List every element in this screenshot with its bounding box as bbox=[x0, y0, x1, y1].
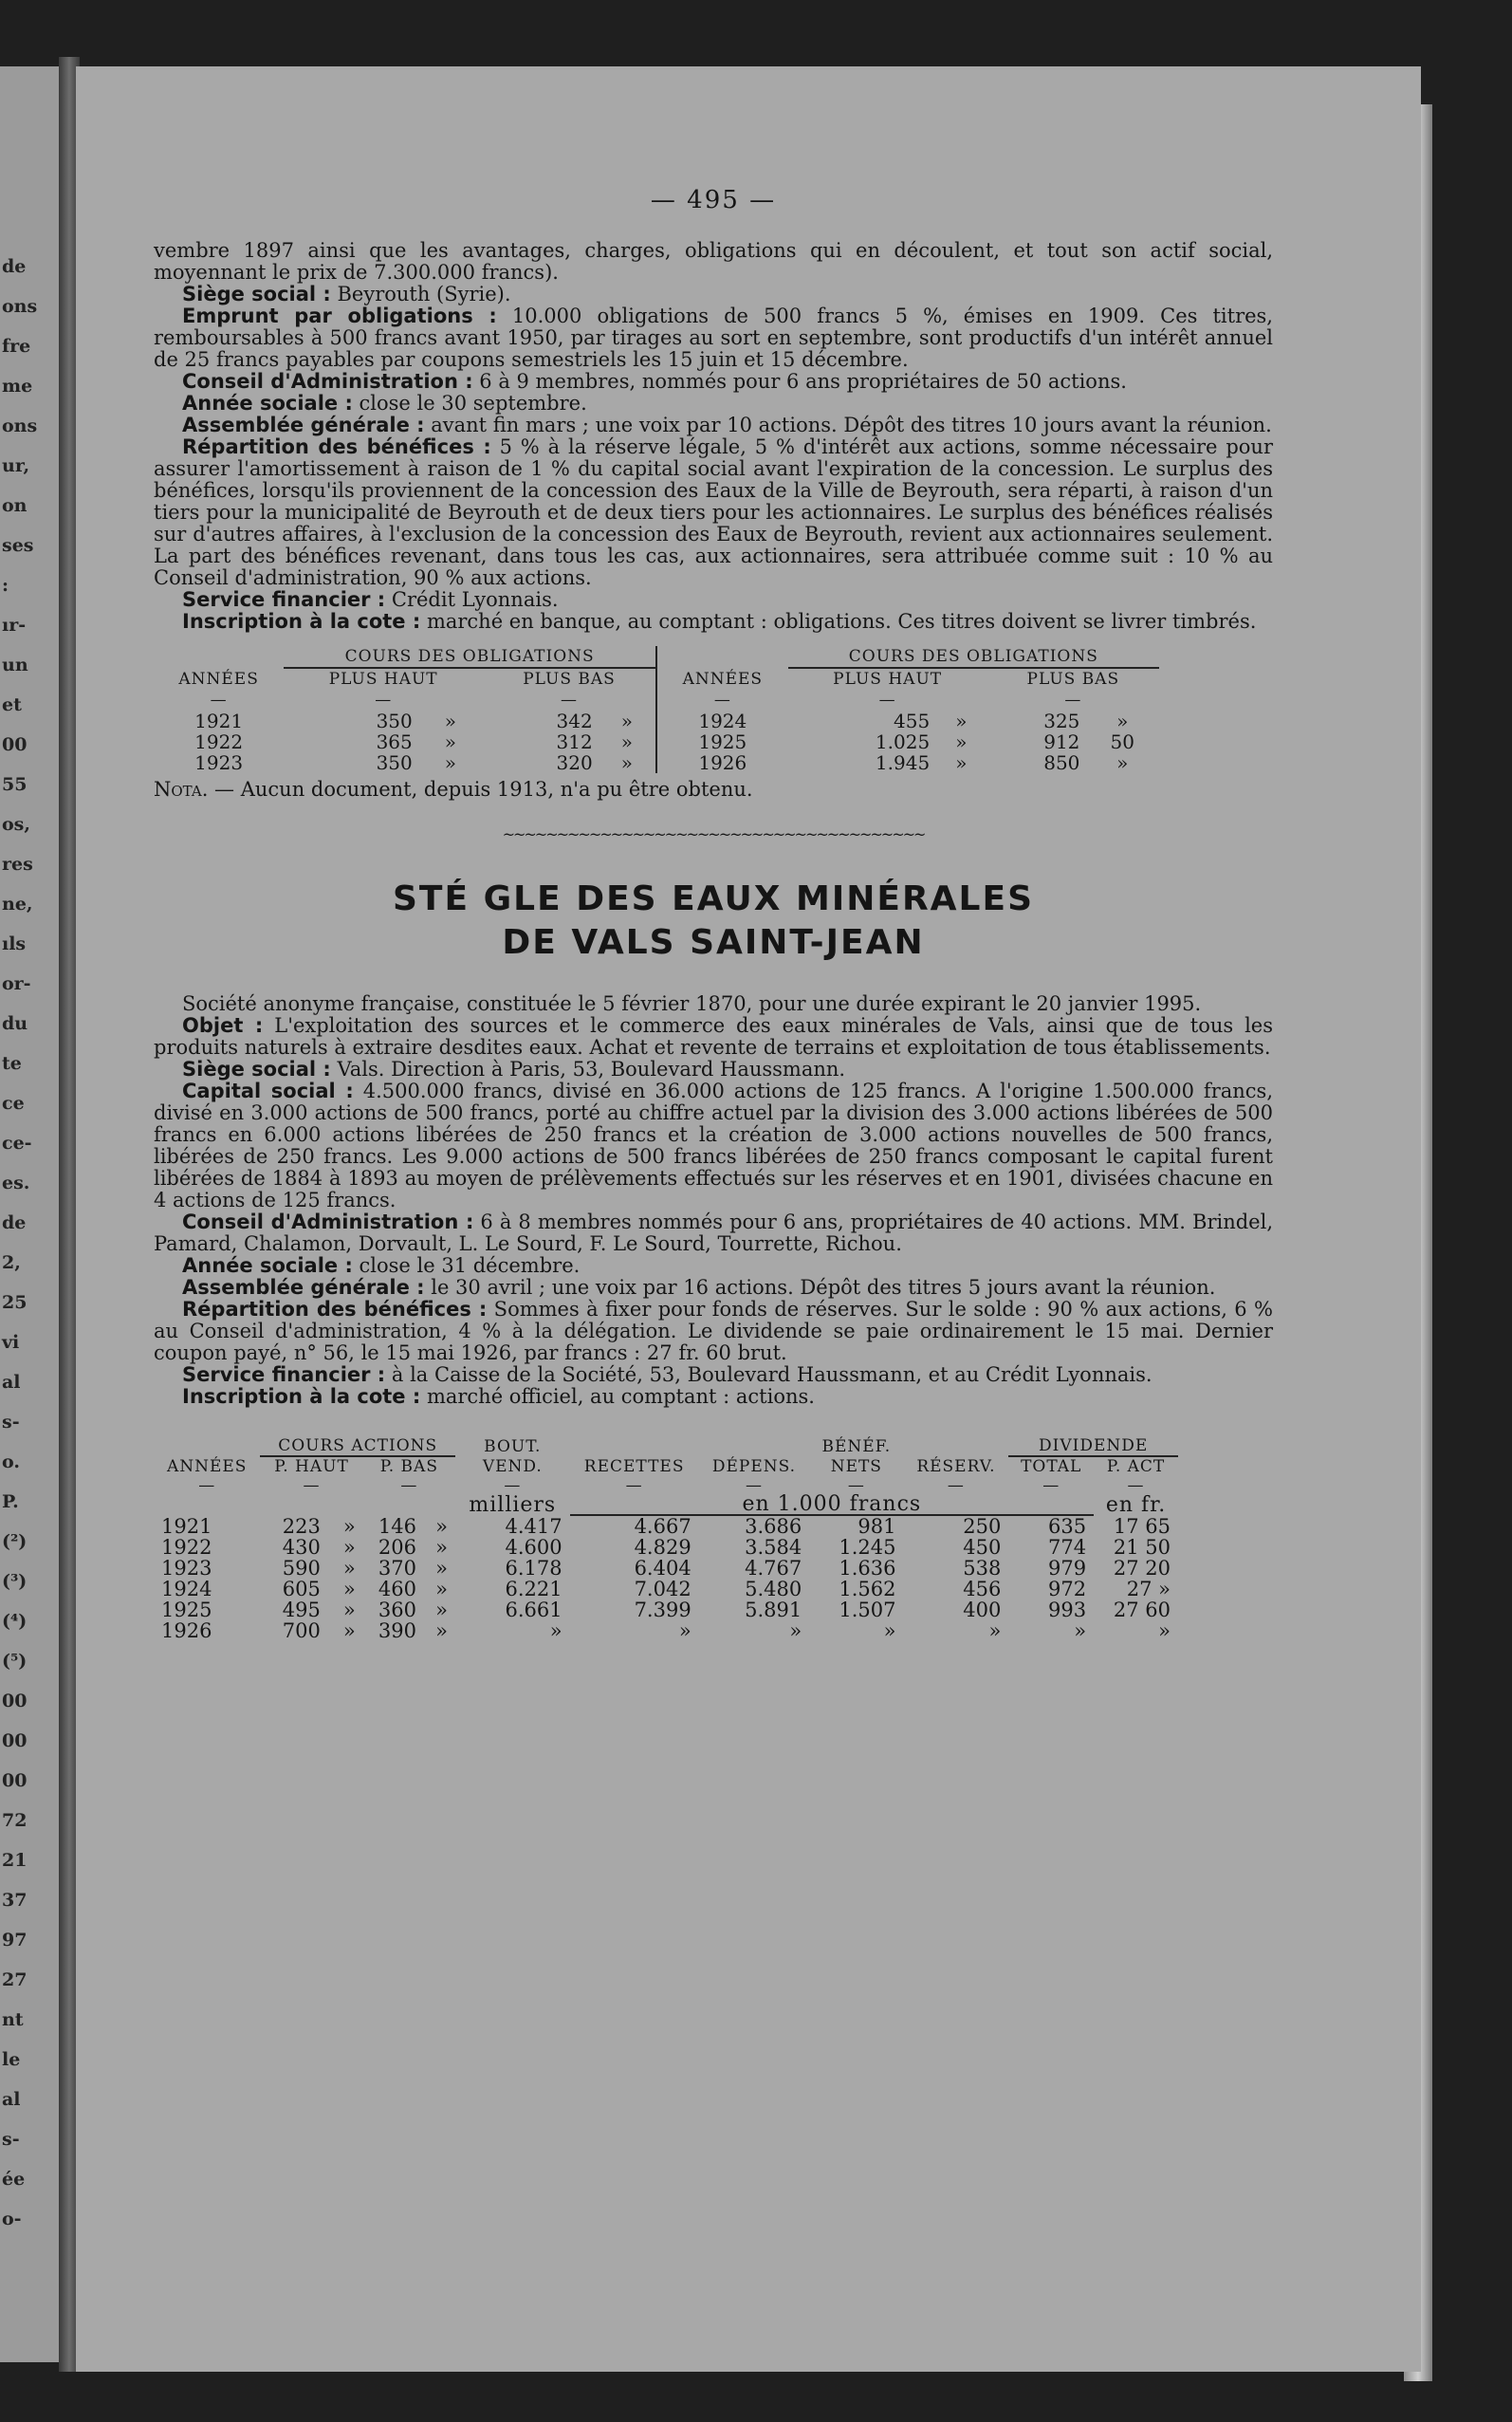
siege-paragraph bbox=[154, 284, 1273, 305]
table-row bbox=[154, 1599, 1178, 1620]
table-cell: » bbox=[444, 751, 457, 774]
prev-page-fragment: et bbox=[2, 694, 22, 715]
table-cell: 7.399 bbox=[634, 1599, 691, 1621]
repartition-label: Répartition des bénéfices : bbox=[182, 435, 491, 458]
prev-page-fragment: (³) bbox=[2, 1571, 28, 1592]
prev-page-fragment: 27 bbox=[2, 1969, 28, 1990]
page-content bbox=[154, 186, 1274, 1642]
col-annees: ANNÉES bbox=[178, 669, 259, 689]
conseil-text: 6 à 9 membres, nommés pour 6 ans propriétaires de 50 actions. bbox=[472, 370, 1127, 393]
dash: — bbox=[400, 1476, 418, 1495]
dash: — bbox=[561, 691, 579, 710]
prev-page-fragment: me bbox=[2, 376, 33, 397]
table-cell: 993 bbox=[1048, 1599, 1087, 1621]
nets-header: NETS bbox=[830, 1456, 882, 1476]
table-cell: 17 65 bbox=[1113, 1514, 1171, 1538]
assemblee-text: avant fin mars ; une voix par 10 actions. Dépôt des titres 10 jours avant la réunion. bbox=[424, 414, 1272, 436]
table-cell: » bbox=[435, 1536, 449, 1559]
table-cell: » bbox=[444, 730, 457, 753]
table-cell: 1923 bbox=[194, 751, 244, 774]
table-row bbox=[154, 1537, 1178, 1558]
prev-page-fragment: es. bbox=[2, 1173, 30, 1193]
prev-page-fragment: 00 bbox=[2, 1691, 28, 1711]
table-cell: 1925 bbox=[161, 1599, 212, 1621]
prev-page-fragment: de bbox=[2, 1212, 27, 1233]
table-cell: 206 bbox=[378, 1536, 416, 1559]
prev-page-fragment: 00 bbox=[2, 734, 28, 755]
col-plus-bas: PLUS BAS bbox=[523, 670, 616, 689]
prev-page-fragment: P. bbox=[2, 1491, 19, 1512]
table-cell: 605 bbox=[282, 1578, 321, 1600]
prev-page-fragment: ur, bbox=[2, 455, 30, 476]
prev-page-fragment: fre bbox=[2, 336, 31, 357]
objet-label: Objet : bbox=[182, 1014, 264, 1037]
table-cell: 4.767 bbox=[745, 1557, 802, 1580]
co-assemblee-paragraph bbox=[154, 1277, 1273, 1299]
table-cell: 3.584 bbox=[745, 1536, 802, 1559]
prev-page-fragment: ses bbox=[2, 535, 34, 556]
dividende-header: DIVIDENDE bbox=[1008, 1436, 1178, 1456]
prev-page-fragment: 97 bbox=[2, 1930, 28, 1951]
table-cell: » bbox=[444, 710, 457, 732]
obligations-group-header: COURS DES OBLIGATIONS bbox=[284, 646, 656, 668]
prev-page-fragment: 55 bbox=[2, 774, 28, 795]
service-text: Crédit Lyonnais. bbox=[385, 588, 559, 611]
co-inscription-text: marché officiel, au comptant : actions. bbox=[420, 1385, 815, 1408]
table-cell: 981 bbox=[857, 1515, 896, 1538]
annee-text: close le 30 septembre. bbox=[352, 392, 587, 415]
p-act-header: P. ACT bbox=[1106, 1457, 1166, 1476]
co-assemblee-text: le 30 avril ; une voix par 16 actions. Dépôt des titres 5 jours avant la réunion. bbox=[424, 1276, 1216, 1299]
prev-page-fragment: ons bbox=[2, 296, 38, 317]
emprunt-text: 10.000 obligations de 500 francs 5 %, émises en 1909. Ces titres, remboursables à 500 francs avant 1950, par tirages au sort en septembre, sont productifs d'un intérêt annuel de 25 francs payables par coupons semestriels les 15 juin et 15 décembre. bbox=[154, 305, 1273, 371]
co-inscription-paragraph bbox=[154, 1386, 1273, 1408]
table-cell: 912 bbox=[1043, 730, 1080, 753]
prev-page-fragment: os, bbox=[2, 814, 30, 835]
prev-page-fragment: du bbox=[2, 1013, 28, 1034]
table-cell: 972 bbox=[1048, 1578, 1087, 1600]
total-header: TOTAL bbox=[1021, 1457, 1082, 1476]
nota-label: Nota. bbox=[154, 778, 209, 801]
table-cell: 4.667 bbox=[634, 1515, 691, 1538]
emprunt-paragraph bbox=[154, 305, 1273, 371]
conseil-label: Conseil d'Administration : bbox=[182, 370, 473, 393]
prev-page-fragment: or- bbox=[2, 973, 31, 994]
prev-page-fragment: ır- bbox=[2, 615, 27, 636]
table-cell: » bbox=[435, 1578, 449, 1600]
co-conseil-text: 6 à 8 membres nommés pour 6 ans, propriétaires de 40 actions. MM. Brindel, Pamard, Chalamon, Dorvault, L. Le Sourd, F. Le Sourd, Tourrette, Richou. bbox=[154, 1211, 1273, 1255]
table-cell: 6.178 bbox=[505, 1557, 562, 1580]
table-cell: 1.245 bbox=[839, 1536, 896, 1559]
table-cell: 1925 bbox=[656, 731, 788, 752]
table-cell: » bbox=[789, 1619, 802, 1642]
wavy-rule: ~~~~~~~~~~~~~~~~~~~~~~~~~~~~~~~~~~~~~~~ bbox=[502, 825, 925, 843]
dash: — bbox=[375, 691, 393, 710]
table-cell: 538 bbox=[963, 1557, 1002, 1580]
table-cell: » bbox=[342, 1536, 356, 1559]
table-cell: » bbox=[620, 730, 633, 753]
table-cell: 250 bbox=[963, 1515, 1002, 1538]
prev-page-fragment: s- bbox=[2, 1412, 20, 1433]
table-cell: 6.661 bbox=[505, 1599, 562, 1621]
table-cell: 1.636 bbox=[839, 1557, 896, 1580]
table-cell: 5.480 bbox=[745, 1578, 802, 1600]
objet-paragraph bbox=[154, 1015, 1273, 1059]
table-row bbox=[154, 1579, 1178, 1599]
table-cell: » bbox=[342, 1578, 356, 1600]
table-cell: 1923 bbox=[161, 1557, 212, 1580]
prev-page-fragment: 00 bbox=[2, 1770, 28, 1791]
prev-page-fragment: ıls bbox=[2, 934, 27, 954]
table-cell: 320 bbox=[556, 751, 593, 774]
table-cell: » bbox=[1074, 1619, 1087, 1642]
p-haut-header: P. HAUT bbox=[274, 1457, 349, 1476]
prev-page-fragment: : bbox=[2, 575, 9, 596]
col-plus-bas-right: PLUS BAS bbox=[1026, 670, 1120, 689]
co-siege-text: Vals. Direction à Paris, 53, Boulevard Haussmann. bbox=[330, 1058, 846, 1081]
table-cell: 590 bbox=[282, 1557, 321, 1580]
table-cell: 450 bbox=[963, 1536, 1002, 1559]
table-cell: 21 50 bbox=[1113, 1536, 1171, 1559]
co-annee-label: Année sociale : bbox=[182, 1254, 353, 1277]
table-cell: » bbox=[549, 1619, 562, 1642]
table-cell: 1926 bbox=[161, 1619, 212, 1642]
reserv-header: RÉSERV. bbox=[916, 1456, 996, 1476]
table-row bbox=[154, 1515, 1178, 1537]
dash: — bbox=[1064, 691, 1082, 710]
prev-page-fragment: s- bbox=[2, 2129, 20, 2150]
annee-paragraph bbox=[154, 393, 1273, 415]
service-label: Service financier : bbox=[182, 588, 386, 611]
table-cell: 27 » bbox=[1126, 1578, 1171, 1600]
prev-page-fragment: (⁴) bbox=[2, 1611, 28, 1632]
table-cell: 7.042 bbox=[634, 1578, 691, 1600]
prev-page-fragment: de bbox=[2, 256, 27, 277]
table-cell: 342 bbox=[556, 710, 593, 732]
table-cell: 27 60 bbox=[1113, 1599, 1171, 1621]
table-cell: 850 bbox=[1043, 751, 1080, 774]
bout-header: BOUT. bbox=[484, 1436, 542, 1456]
recettes-header: RECETTES bbox=[583, 1456, 685, 1476]
assemblee-paragraph bbox=[154, 415, 1273, 436]
co-assemblee-label: Assemblée générale : bbox=[182, 1276, 425, 1299]
table-cell: » bbox=[435, 1514, 449, 1538]
intro-text: vembre 1897 ainsi que les avantages, charges, obligations qui en découlent, et tout son actif social, moyennant le prix de 7.300.000 francs). bbox=[154, 239, 1273, 284]
table-cell: 1924 bbox=[656, 711, 788, 731]
unit-francs: en 1.000 francs bbox=[570, 1495, 1094, 1515]
prev-page-fragment: ne, bbox=[2, 894, 33, 915]
table-cell: 400 bbox=[963, 1599, 1002, 1621]
table-cell: 1924 bbox=[161, 1578, 212, 1600]
table-cell: 460 bbox=[378, 1578, 416, 1600]
assemblee-label: Assemblée générale : bbox=[182, 414, 425, 436]
service-paragraph bbox=[154, 589, 1273, 611]
table-cell: » bbox=[342, 1599, 356, 1621]
cours-actions-header: COURS ACTIONS bbox=[260, 1436, 455, 1456]
table-cell: » bbox=[1158, 1619, 1171, 1642]
prev-page-fragment: le bbox=[2, 2049, 21, 2070]
prev-page-fragment: (⁵) bbox=[2, 1651, 28, 1672]
table-cell: 5.891 bbox=[745, 1599, 802, 1621]
prev-page-fragment: 37 bbox=[2, 1890, 28, 1911]
table-cell: » bbox=[342, 1514, 356, 1538]
prev-page-fragment: ons bbox=[2, 416, 38, 436]
unit-en-fr: en fr. bbox=[1105, 1492, 1167, 1517]
co-conseil-paragraph bbox=[154, 1211, 1273, 1255]
table-cell: 350 bbox=[376, 710, 413, 732]
table-cell: » bbox=[1116, 751, 1129, 774]
table-row bbox=[154, 1558, 1178, 1579]
table-cell: 6.221 bbox=[505, 1578, 562, 1600]
annees-header: ANNÉES bbox=[166, 1456, 248, 1476]
table-cell: 350 bbox=[376, 751, 413, 774]
table-cell: 1.507 bbox=[839, 1599, 896, 1621]
financial-table bbox=[154, 1436, 1178, 1641]
siege-label: Siège social : bbox=[182, 283, 331, 305]
table-cell: 1926 bbox=[656, 752, 788, 773]
dash: — bbox=[504, 1476, 522, 1495]
co-service-label: Service financier : bbox=[182, 1363, 386, 1386]
table-cell: 223 bbox=[282, 1514, 321, 1538]
prev-page-fragment: res bbox=[2, 854, 33, 875]
co-siege-paragraph bbox=[154, 1059, 1273, 1081]
dash: — bbox=[878, 691, 896, 710]
table-cell: » bbox=[988, 1619, 1002, 1642]
annee-label: Année sociale : bbox=[182, 392, 353, 415]
book-page bbox=[76, 66, 1421, 2372]
prev-page-fragment: ée bbox=[2, 2169, 26, 2190]
emprunt-label: Emprunt par obligations : bbox=[182, 305, 497, 327]
table-cell: 495 bbox=[282, 1599, 321, 1621]
table-cell: 27 20 bbox=[1113, 1557, 1171, 1580]
dash: — bbox=[656, 690, 788, 711]
table-cell: » bbox=[955, 730, 968, 753]
dash: — bbox=[745, 1476, 763, 1495]
prev-page-fragment: ce- bbox=[2, 1133, 32, 1154]
col-plus-haut: PLUS HAUT bbox=[328, 670, 438, 689]
dash: — bbox=[198, 1476, 216, 1495]
table-cell: » bbox=[1116, 710, 1129, 732]
objet-text: L'exploitation des sources et le commerce des eaux minérales de Vals, ainsi que de tous les produits naturels à extraire desdites eaux. Achat et revente de terrains et exploitation de tous établissements. bbox=[154, 1014, 1273, 1059]
prev-page-fragment: vi bbox=[2, 1332, 20, 1353]
co-service-paragraph bbox=[154, 1364, 1273, 1386]
prev-page-fragment: o- bbox=[2, 2209, 22, 2229]
table-cell: 635 bbox=[1048, 1515, 1087, 1538]
prev-page-fragment: al bbox=[2, 1372, 21, 1393]
table-cell: 4.600 bbox=[505, 1536, 562, 1559]
table-cell: 4.829 bbox=[634, 1536, 691, 1559]
dash: — bbox=[625, 1476, 643, 1495]
prev-page-fragment: un bbox=[2, 655, 28, 675]
co-inscription-label: Inscription à la cote : bbox=[182, 1385, 421, 1408]
capital-text: 4.500.000 francs, divisé en 36.000 actions de 125 francs. A l'origine 1.500.000 francs, divisé en 3.000 actions de 500 francs, porté au chiffre actuel par la division des 3.000 actions libérées de 500 francs en 6.000 actions libérées de 250 francs et la création de 3.000 actions nouvelles de 500 francs, libérées de 250 francs. Les 9.000 actions de 500 francs libérées de 250 francs composant le capital furent libérées de 1884 à 1893 au moyen de prélèvements effectués sur les réserves et en 1901, divisées chacune en 4 actions de 125 francs. bbox=[154, 1080, 1273, 1211]
table-cell: 146 bbox=[378, 1514, 416, 1538]
table-row bbox=[154, 752, 1159, 773]
table-cell: 1922 bbox=[194, 730, 244, 753]
nota-paragraph bbox=[154, 779, 1273, 801]
nota-text: — Aucun document, depuis 1913, n'a pu être obtenu. bbox=[208, 778, 753, 801]
obligations-group-header-right: COURS DES OBLIGATIONS bbox=[788, 646, 1159, 668]
prev-page-fragment: al bbox=[2, 2089, 21, 2110]
table-cell: 774 bbox=[1048, 1536, 1087, 1559]
co-repartition-text: Sommes à fixer pour fonds de réserves. Sur le solde : 90 % aux actions, 6 % au Conseil d'administration, 4 % à la délégation. Le dividende se paie ordinairement le 15 mai. Dernier coupon payé, n° 56, le 15 mai 1926, par francs : 27 fr. 60 brut. bbox=[154, 1298, 1274, 1364]
p-bas-header: P. BAS bbox=[379, 1457, 438, 1476]
table-cell: 390 bbox=[378, 1619, 416, 1642]
table-cell: 3.686 bbox=[745, 1515, 802, 1538]
table-cell: » bbox=[435, 1557, 449, 1580]
siege-text: Beyrouth (Syrie). bbox=[330, 283, 511, 305]
dash: — bbox=[210, 691, 228, 710]
dash: — bbox=[847, 1476, 865, 1495]
prev-page-fragment: ce bbox=[2, 1093, 25, 1114]
col-plus-haut-right: PLUS HAUT bbox=[833, 670, 943, 689]
company-title-line1: STÉ GLE DES EAUX MINÉRALES bbox=[392, 879, 1034, 918]
inscription-text: marché en banque, au comptant : obligations. Ces titres doivent se livrer timbrés. bbox=[420, 610, 1257, 633]
table-cell: 455 bbox=[894, 710, 931, 732]
table-cell: 1921 bbox=[194, 710, 244, 732]
table-cell: » bbox=[435, 1619, 449, 1642]
table-cell: » bbox=[955, 751, 968, 774]
table-cell: 430 bbox=[282, 1536, 321, 1559]
prev-page-fragment: (²) bbox=[2, 1531, 28, 1552]
benef-header: BÉNÉF. bbox=[821, 1436, 892, 1456]
obligations-table bbox=[154, 646, 1159, 773]
capital-label: Capital social : bbox=[182, 1080, 354, 1102]
col-annees-right: ANNÉES bbox=[656, 668, 788, 690]
table-cell: » bbox=[678, 1619, 691, 1642]
prev-page-fragment: 00 bbox=[2, 1730, 28, 1751]
table-row bbox=[154, 731, 1159, 752]
repartition-text: 5 % à la réserve légale, 5 % d'intérêt aux actions, somme nécessaire pour assurer l'amortissement à raison de 1 % du capital social avant l'expiration de la concession. Le surplus des bénéfices, lorsqu'ils proviennent de la concession des Eaux de la Ville de Beyrouth, sera réparti, à raison d'un tiers pour la municipalité de Beyrouth et de deux tiers pour les actionnaires. Le surplus des bénéfices réalisés sur d'autres affaires, à l'exclusion de la concession des Eaux de Beyrouth, revient aux actionnaires seulement. La part des bénéfices revenant, dans tous les cas, aux actionnaires, sera attribuée comme suit : 10 % au Conseil d'administration, 90 % aux actions. bbox=[154, 435, 1273, 589]
prev-page-fragment: te bbox=[2, 1053, 22, 1074]
prev-page-fragment: 72 bbox=[2, 1810, 28, 1831]
repartition-paragraph bbox=[154, 436, 1273, 589]
table-cell: 4.417 bbox=[505, 1514, 562, 1538]
table-cell: 1.025 bbox=[875, 730, 931, 753]
co-repartition-label: Répartition des bénéfices : bbox=[182, 1298, 488, 1321]
table-cell: » bbox=[955, 710, 968, 732]
table-cell: 312 bbox=[556, 730, 593, 753]
table-cell: » bbox=[883, 1619, 896, 1642]
inscription-label: Inscription à la cote : bbox=[182, 610, 421, 633]
table-row bbox=[154, 1620, 1178, 1641]
table-cell: 979 bbox=[1048, 1557, 1087, 1580]
table-cell: » bbox=[620, 751, 633, 774]
conseil-paragraph bbox=[154, 371, 1273, 393]
table-cell: 700 bbox=[282, 1619, 321, 1642]
prev-page-fragment: 25 bbox=[2, 1292, 28, 1313]
table-cell: 1.562 bbox=[839, 1578, 896, 1600]
inscription-paragraph bbox=[154, 611, 1273, 633]
dash: — bbox=[1042, 1476, 1060, 1495]
co-annee-paragraph bbox=[154, 1255, 1273, 1277]
prev-page-fragment: 2, bbox=[2, 1252, 21, 1273]
table-cell: » bbox=[342, 1557, 356, 1580]
co-siege-label: Siège social : bbox=[182, 1058, 331, 1081]
table-cell: 6.404 bbox=[634, 1557, 691, 1580]
table-cell: 1922 bbox=[161, 1536, 212, 1559]
capital-paragraph bbox=[154, 1081, 1273, 1211]
dash: — bbox=[947, 1476, 965, 1495]
page-number: — 495 — bbox=[650, 186, 777, 214]
prev-page-fragment: o. bbox=[2, 1451, 20, 1472]
prev-page-fragment: 21 bbox=[2, 1850, 28, 1871]
depens-header: DÉPENS. bbox=[711, 1456, 797, 1476]
table-row bbox=[154, 711, 1159, 731]
table-cell: 50 bbox=[1110, 730, 1134, 753]
co-repartition-paragraph bbox=[154, 1299, 1273, 1364]
co-service-text: à la Caisse de la Société, 53, Boulevard Haussmann, et au Crédit Lyonnais. bbox=[385, 1363, 1152, 1386]
co-annee-text: close le 31 décembre. bbox=[352, 1254, 581, 1277]
company-title-line2: DE VALS SAINT-JEAN bbox=[502, 923, 925, 962]
table-cell: » bbox=[620, 710, 633, 732]
table-cell: 370 bbox=[378, 1557, 416, 1580]
company-intro: Société anonyme française, constituée le 5 février 1870, pour une durée expirant le 20 janvier 1995. bbox=[182, 992, 1202, 1015]
table-cell: 456 bbox=[963, 1578, 1002, 1600]
dash: — bbox=[1127, 1476, 1145, 1495]
table-cell: 1.945 bbox=[875, 751, 931, 774]
table-cell: 365 bbox=[376, 730, 413, 753]
table-cell: 325 bbox=[1043, 710, 1080, 732]
unit-milliers: milliers bbox=[469, 1492, 557, 1517]
prev-page-fragment: on bbox=[2, 495, 28, 516]
vend-header: VEND. bbox=[482, 1456, 543, 1476]
dash: — bbox=[303, 1476, 321, 1495]
table-cell: » bbox=[342, 1619, 356, 1642]
co-conseil-label: Conseil d'Administration : bbox=[182, 1211, 474, 1233]
table-cell: 1921 bbox=[161, 1514, 212, 1538]
table-cell: 360 bbox=[378, 1599, 416, 1621]
prev-page-fragment: nt bbox=[2, 2009, 24, 2030]
table-cell: » bbox=[435, 1599, 449, 1621]
